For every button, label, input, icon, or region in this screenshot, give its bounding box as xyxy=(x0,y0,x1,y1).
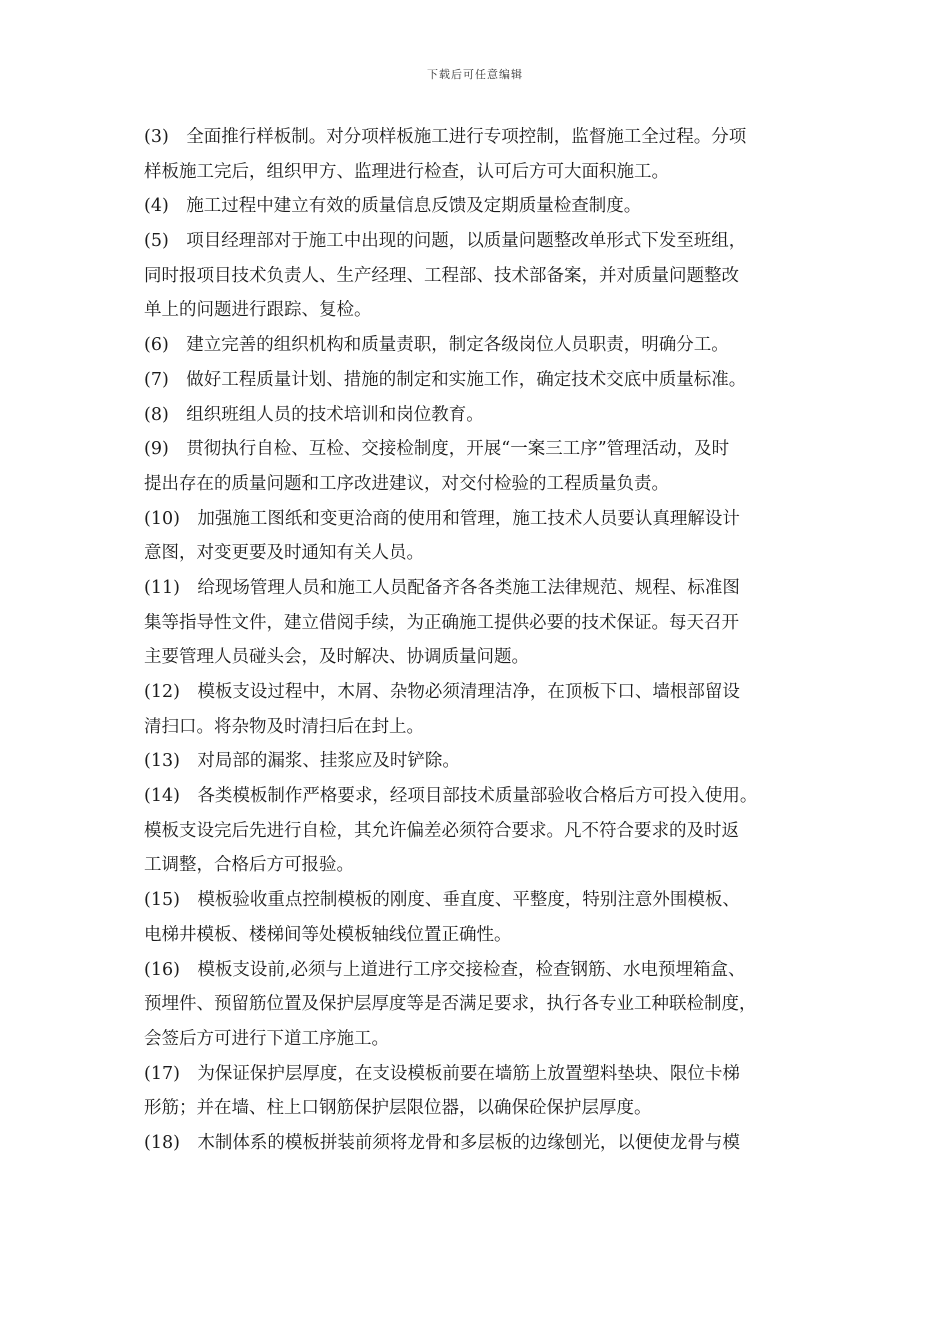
text-line: (4) 施工过程中建立有效的质量信息反馈及定期质量检查制度。 xyxy=(144,196,642,217)
text-line: (8) 组织班组人员的技术培训和岗位教育。 xyxy=(144,404,484,425)
text-line: (5) 项目经理部对于施工中出现的问题，以质量问题整改单形式下发至班组， xyxy=(144,231,747,252)
document-body xyxy=(144,120,824,1161)
text-line: (6) 建立完善的组织机构和质量责职，制定各级岗位人员职责，明确分工。 xyxy=(144,335,729,356)
text-line: 单上的问题进行跟踪、复检。 xyxy=(144,300,372,321)
text-line: (17) 为保证保护层厚度，在支设模板前要在墙筋上放置塑料垫块、限位卡梯 xyxy=(144,1063,740,1084)
header-note: 下载后可任意编辑 xyxy=(427,68,523,81)
text-line: 会签后方可进行下道工序施工。 xyxy=(144,1028,389,1049)
text-line: (14) 各类模板制作严格要求，经项目部技术质量部验收合格后方可投入使用。 xyxy=(144,786,758,807)
text-line: 主要管理人员碰头会，及时解决、协调质量问题。 xyxy=(144,647,529,668)
text-line: 预埋件、预留筋位置及保护层厚度等是否满足要求，执行各专业工种联检制度， xyxy=(144,994,757,1015)
text-line: 意图，对变更要及时通知有关人员。 xyxy=(144,543,424,564)
text-line: 样板施工完后，组织甲方、监理进行检查，认可后方可大面积施工。 xyxy=(144,161,669,182)
text-line: (13) 对局部的漏浆、挂浆应及时铲除。 xyxy=(144,751,460,772)
text-line: (9) 贯彻执行自检、互检、交接检制度，开展“一案三工序”管理活动，及时 xyxy=(144,439,730,460)
text-line: 清扫口。将杂物及时清扫后在封上。 xyxy=(144,716,424,737)
text-line: (16) 模板支设前,必须与上道进行工序交接检查，检查钢筋、水电预埋箱盒、 xyxy=(144,959,746,980)
text-line: (3) 全面推行样板制。对分项样板施工进行专项控制，监督施工全过程。分项 xyxy=(144,127,747,147)
text-line: (10) 加强施工图纸和变更洽商的使用和管理，施工技术人员要认真理解设计 xyxy=(144,508,740,529)
text-line: (12) 模板支设过程中，木屑、杂物必须清理洁净，在顶板下口、墙根部留设 xyxy=(144,682,740,702)
text-line: (15) 模板验收重点控制模板的刚度、垂直度、平整度，特别注意外围模板、 xyxy=(144,890,740,911)
text-line: 集等指导性文件，建立借阅手续，为正确施工提供必要的技术保证。每天召开 xyxy=(144,612,739,633)
text-line: 模板支设完后先进行自检，其允许偏差必须符合要求。凡不符合要求的及时返 xyxy=(144,820,739,841)
text-line: 提出存在的质量问题和工序改进建议，对交付检验的工程质量负责。 xyxy=(144,473,669,494)
text-line: (11) 给现场管理人员和施工人员配备齐各各类施工法律规范、规程、标准图 xyxy=(144,577,740,598)
text-line: 同时报项目技术负责人、生产经理、工程部、技术部备案，并对质量问题整改 xyxy=(144,265,739,286)
text-line: (7) 做好工程质量计划、措施的制定和实施工作，确定技术交底中质量标准。 xyxy=(144,369,747,390)
text-line: (18) 木制体系的模板拼装前须将龙骨和多层板的边缘刨光，以便使龙骨与模 xyxy=(144,1132,740,1153)
text-line: 形筋；并在墙、柱上口钢筋保护层限位器，以确保砼保护层厚度。 xyxy=(144,1098,652,1119)
text-line: 电梯井模板、楼梯间等处模板轴线位置正确性。 xyxy=(144,924,512,945)
text-line: 工调整，合格后方可报验。 xyxy=(144,855,354,876)
